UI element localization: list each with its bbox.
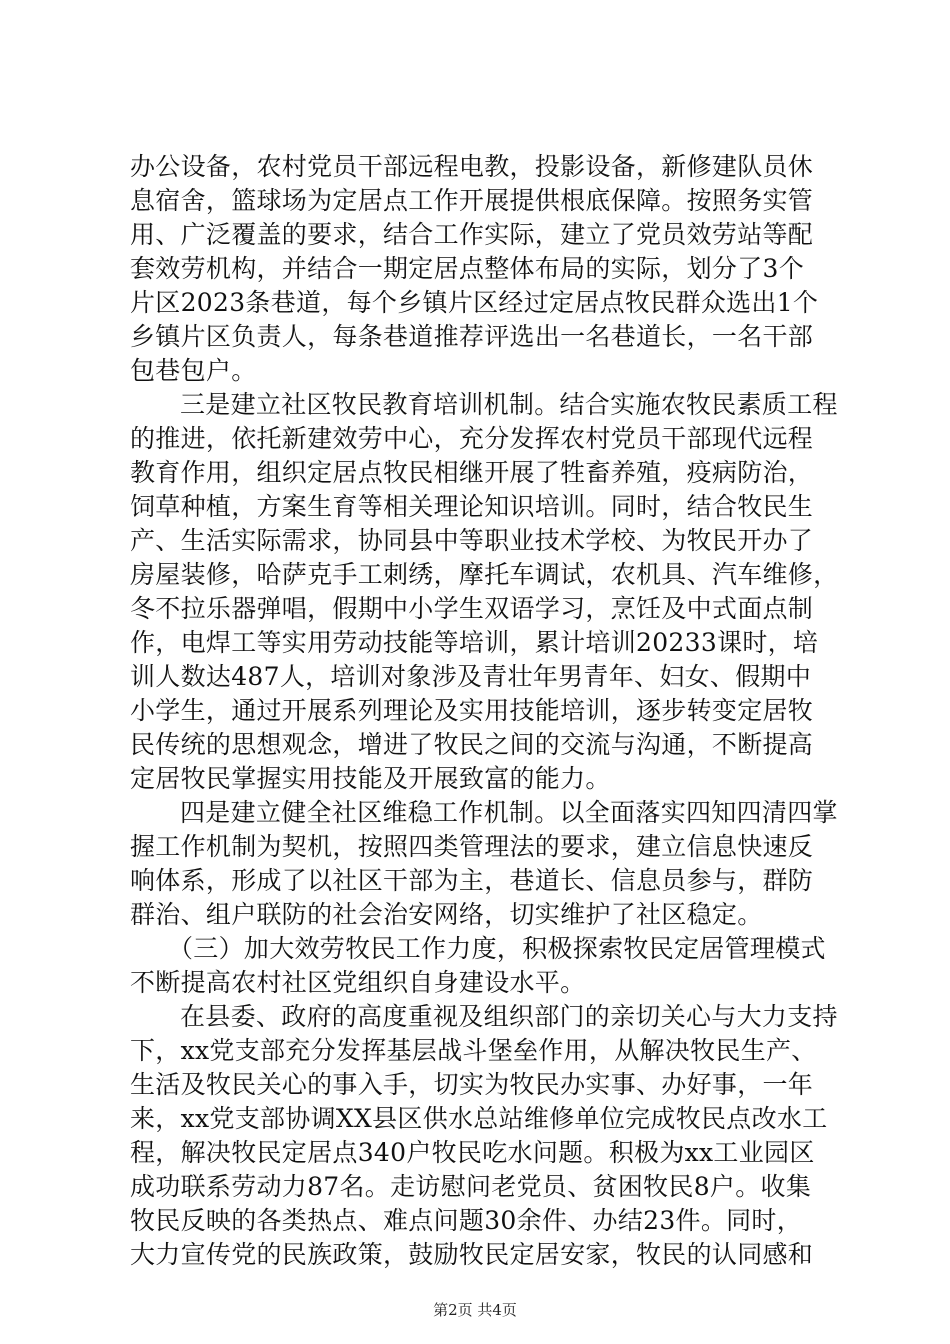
paragraph-line: 包巷包户。 (130, 356, 257, 385)
section-heading-line: 不断提高农村社区党组织自身建设水平。 (130, 968, 586, 997)
page-number-footer: 第2页 共4页 (433, 1301, 517, 1319)
paragraph-line: 息宿舍，篮球场为定居点工作开展提供根底保障。按照务实管 (130, 186, 814, 215)
paragraph-line: 小学生，通过开展系列理论及实用技能培训，逐步转变定居牧 (130, 696, 814, 725)
paragraph-line: 牧民反映的各类热点、难点问题30余件、办结23件。同时， (130, 1206, 803, 1235)
paragraph-line: 大力宣传党的民族政策，鼓励牧民定居安家，牧民的认同感和 (130, 1240, 814, 1269)
paragraph-line: 乡镇片区负责人，每条巷道推荐评选出一名巷道长，一名干部 (130, 322, 814, 351)
paragraph-line: 套效劳机构，并结合一期定居点整体布局的实际，划分了3个 (130, 254, 805, 283)
paragraph-line: 成功联系劳动力87名。走访慰问老党员、贫困牧民8户。收集 (130, 1172, 812, 1201)
paragraph-line: 作，电焊工等实用劳动技能等培训，累计培训20233课时，培 (130, 628, 819, 657)
paragraph-line: 程，解决牧民定居点340户牧民吃水问题。积极为xx工业园区 (130, 1138, 815, 1167)
paragraph-line: 来，xx党支部协调XX县区供水总站维修单位完成牧民点改水工 (130, 1104, 828, 1133)
paragraph-line: 房屋装修，哈萨克手工刺绣，摩托车调试，农机具、汽车维修， (130, 560, 839, 589)
paragraph-line: 冬不拉乐器弹唱，假期中小学生双语学习，烹饪及中式面点制 (130, 594, 814, 623)
paragraph-line: 片区2023条巷道，每个乡镇片区经过定居点牧民群众选出1个 (130, 288, 819, 317)
paragraph-line: 四是建立健全社区维稳工作机制。以全面落实四知四清四掌 (180, 798, 838, 827)
paragraph-line: 三是建立社区牧民教育培训机制。结合实施农牧民素质工程 (180, 390, 838, 419)
paragraph-line: 下，xx党支部充分发挥基层战斗堡垒作用，从解决牧民生产、 (130, 1036, 817, 1065)
paragraph-line: 握工作机制为契机，按照四类管理法的要求，建立信息快速反 (130, 832, 814, 861)
paragraph-line: 民传统的思想观念，增进了牧民之间的交流与沟通，不断提高 (130, 730, 814, 759)
section-heading-line: （三）加大效劳牧民工作力度，积极探索牧民定居管理模式 (168, 934, 826, 963)
paragraph-line: 的推进，依托新建效劳中心，充分发挥农村党员干部现代远程 (130, 424, 814, 453)
paragraph-line: 群治、组户联防的社会治安网络，切实维护了社区稳定。 (130, 900, 763, 929)
document-body (130, 150, 839, 1272)
paragraph-line: 用、广泛覆盖的要求，结合工作实际，建立了党员效劳站等配 (130, 220, 814, 249)
paragraph-line: 响体系，形成了以社区干部为主，巷道长、信息员参与，群防 (130, 866, 814, 895)
paragraph-line: 定居牧民掌握实用技能及开展致富的能力。 (130, 764, 611, 793)
paragraph-line: 在县委、政府的高度重视及组织部门的亲切关心与大力支持 (180, 1002, 838, 1031)
paragraph-line: 训人数达487人，培训对象涉及青壮年男青年、妇女、假期中 (130, 662, 812, 691)
paragraph-line: 教育作用，组织定居点牧民相继开展了牲畜养殖，疫病防治， (130, 458, 814, 487)
paragraph-line: 办公设备，农村党员干部远程电教，投影设备，新修建队员休 (130, 152, 814, 181)
paragraph-line: 产、生活实际需求，协同县中等职业技术学校、为牧民开办了 (130, 526, 814, 555)
paragraph-line: 饲草种植，方案生育等相关理论知识培训。同时，结合牧民生 (130, 492, 814, 521)
paragraph-line: 生活及牧民关心的事入手，切实为牧民办实事、办好事，一年 (130, 1070, 814, 1099)
